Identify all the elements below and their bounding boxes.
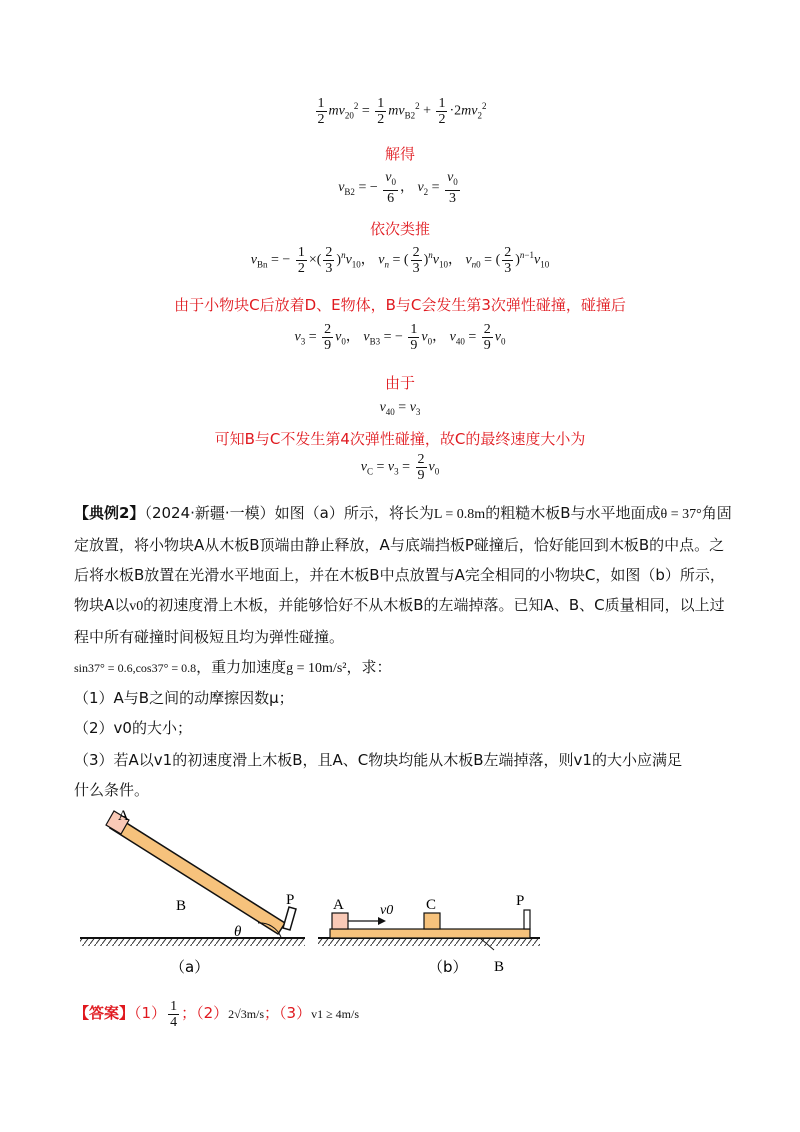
answer-2: 2√3m/s <box>228 1007 265 1021</box>
label-c-fig-b: C <box>426 897 437 913</box>
ground-hatch-a <box>80 938 305 946</box>
block-c <box>424 913 440 929</box>
label-since: 由于 <box>384 374 415 392</box>
line-third-collision: 由于小物块C后放着D、E物体，B与C会发生第3次弹性碰撞，碰撞后 <box>174 296 626 314</box>
figure-b <box>318 893 540 976</box>
equation-energy: $\frac{1}{2}$ $mv_{20}^2$ = $\frac{1}{2}$ $mv_{B2}^2$ + $\frac{1}{2}$ $\cdot 2mv_2^2$ <box>317 96 487 127</box>
figure-diagram <box>0 800 800 990</box>
flat-board <box>330 929 530 938</box>
inclined-board <box>110 817 285 934</box>
label-a-fig-b: A <box>333 897 344 913</box>
answer-3: v1 ≥ 4m/s <box>311 1007 360 1021</box>
label-p-fig-a: P <box>286 892 295 908</box>
v0-symbol: v0 <box>129 599 144 614</box>
answer-1: $\frac{1}{4}$ <box>170 999 178 1031</box>
question-3b: 什么条件。 <box>74 781 150 799</box>
example-source: （2024·新疆·一模） <box>144 504 275 522</box>
answer-label: 【答案】 <box>74 1004 135 1022</box>
caption-b: （b） <box>428 958 468 976</box>
figure-a <box>80 808 305 976</box>
label-theta: θ <box>234 924 242 940</box>
answer-line: 【答案】（1） $\frac{1}{4}$ ；（2）2√3m/s；（3）v1 ≥ 4m/s <box>74 999 360 1031</box>
example-tag: 【典例2】 <box>74 504 145 522</box>
label-analogy: 依次类推 <box>369 220 430 238</box>
gravity-expression: g = 10m/s² <box>286 661 347 676</box>
example-paragraph: 【典例2】（2024·新疆·一模）如图（a）所示，将长为L = 0.8m的粗糙木板B与水平地面成θ = 37°角固定放置，将小物块A从木板B顶端由静止释放，A与底端挡板P碰撞后，恰好能回到木板B的中点。之后将水板B放置在光滑水平地面上，并在木板B中点放置与A完全相同的小物块C，如图（b）所示，物块A以v0的初速度滑上木板，并能够恰好不从木板B的左端掉落。已知A、B、C质量相同，以上过程中所有碰撞时间极短且均为弹性碰撞。 sin37° = 0.6,cos37° = 0.8，重力加速度g = 10m/s²，求： <box>74 504 732 676</box>
label-b-fig-b: B <box>494 959 505 975</box>
stopper-p-b <box>524 910 530 929</box>
equation-general: $v_{Bn}$ = − $\frac{1}{2}$ ×( $\frac{2}{3}$ )$^nv_{10}$， $v_n$ = ( $\frac{2}{3}$ )$^nv_{10}$， $v_{n0}$ = ( $\frac{2}{3}$ )$^{n-1}v_{10}$ <box>250 245 550 276</box>
label-v0: v0 <box>380 903 394 918</box>
equation-final: $v_C = v_3$ = $\frac{2}{9}$ $v_0$ <box>360 452 440 483</box>
block-a-flat <box>332 913 348 929</box>
ground-hatch-b <box>318 938 540 946</box>
question-2: （2）v0的大小； <box>74 719 192 737</box>
line-conclusion: 可知B与C不发生第4次弹性碰撞，故C的最终速度大小为 <box>214 430 586 448</box>
angle-expression: θ = 37° <box>660 507 702 522</box>
velocity-arrow-head <box>378 917 386 925</box>
label-solve: 解得 <box>384 145 415 163</box>
label-p-fig-b: P <box>516 893 525 909</box>
question-1: （1）A与B之间的动摩擦因数μ； <box>74 689 294 707</box>
trig-values: sin37° = 0.6,cos37° = 0.8 <box>74 661 197 675</box>
equation-result-3: $v_3$ = $\frac{2}{9}$ $v_0$， $v_{B3}$ = − $\frac{1}{9}$ $v_0$， $v_{40}$ = $\frac{2}{9}$ $v_0$ <box>294 322 506 353</box>
stopper-p-a <box>283 907 296 930</box>
label-a-fig-a: A <box>118 808 129 824</box>
length-expression: L = 0.8m <box>433 507 486 522</box>
equation-compare: $v_{40} = v_3$ <box>379 400 421 417</box>
caption-a: （a） <box>170 958 210 976</box>
equation-result-2: $v_{B2}$ = − $\frac{v_0}{6}$ ， $v_2$ = $\frac{v_0}{3}$ <box>338 170 458 206</box>
label-b-fig-a: B <box>176 898 187 914</box>
question-3a: （3）若A以v1的初速度滑上木板B，且A、C物块均能从木板B左端掉落，则v1的大小应满足 <box>74 751 682 769</box>
